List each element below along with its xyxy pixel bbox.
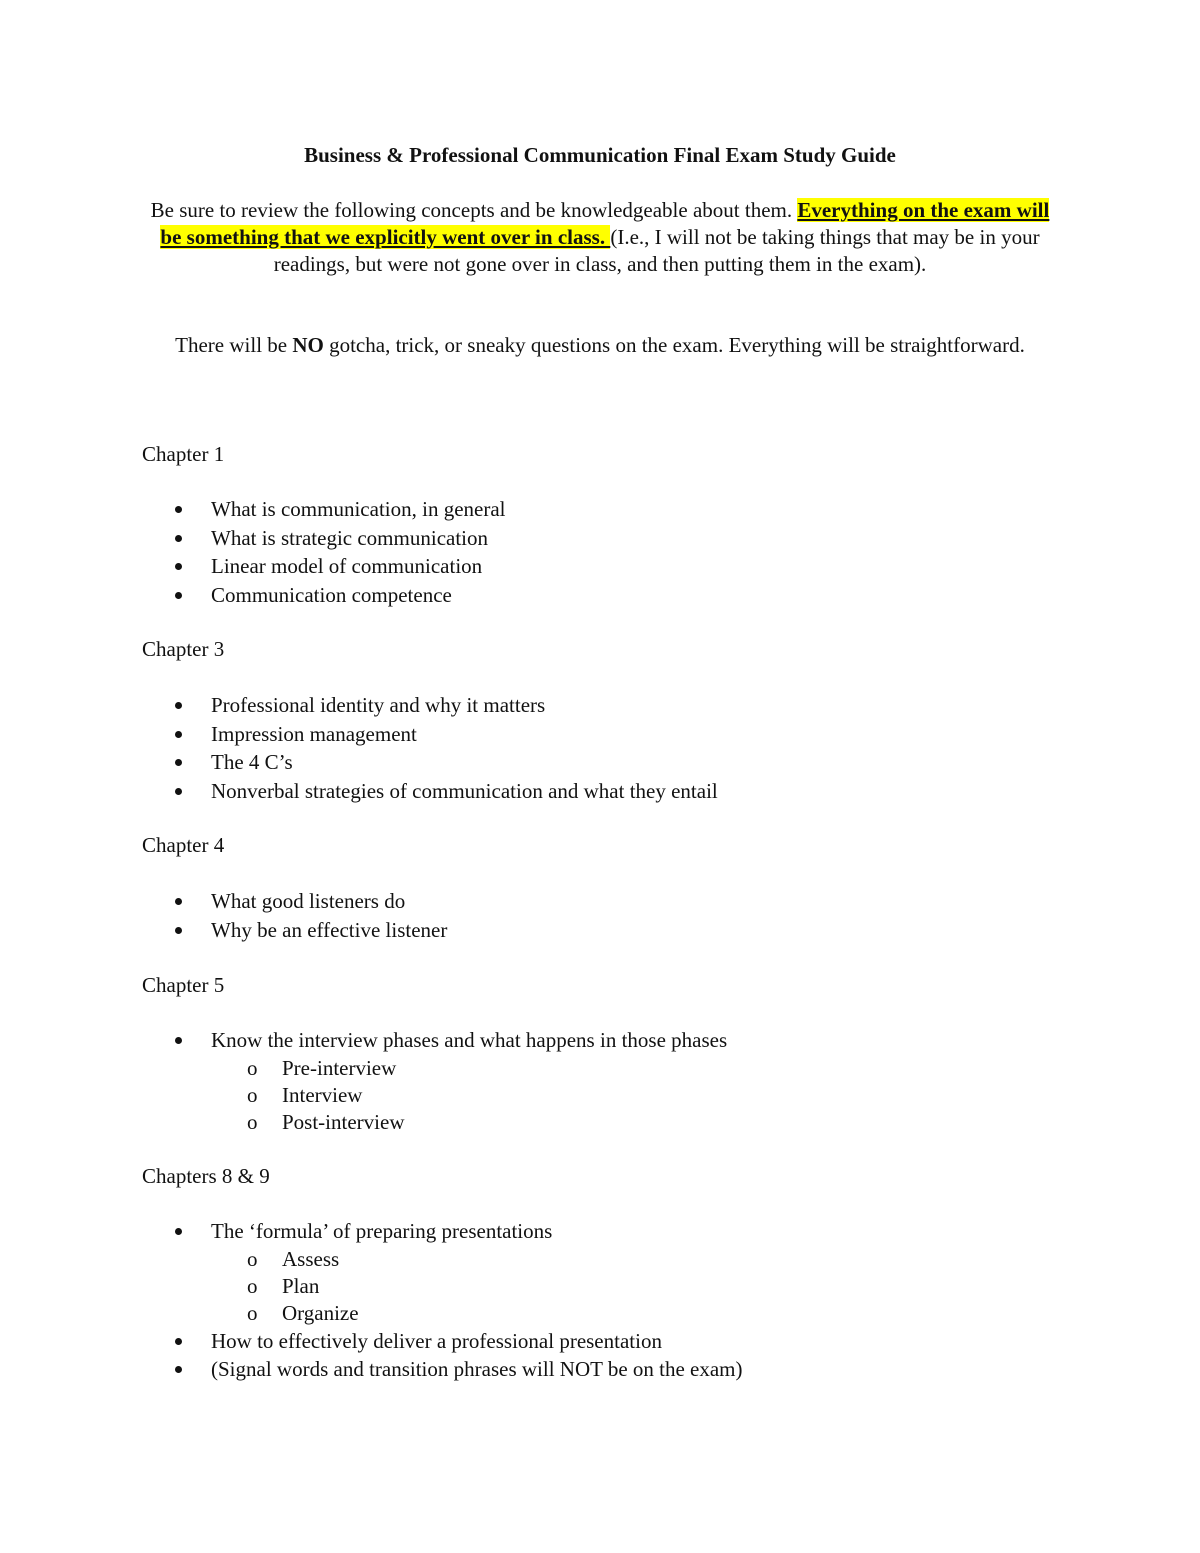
bullet-icon — [175, 535, 182, 542]
list-item: The ‘formula’ of preparing presentations — [0, 1217, 743, 1246]
section-heading-chapter-4: Chapter 4 — [142, 833, 225, 857]
hollow-bullet-icon: o — [247, 1082, 258, 1107]
bullet-icon — [175, 1366, 182, 1373]
section-heading-chapters-8-9: Chapters 8 & 9 — [142, 1164, 270, 1188]
bullet-icon — [175, 1037, 182, 1044]
list-item: Nonverbal strategies of communication and what they entail — [0, 777, 718, 806]
intro-highlight: Everything on the exam will be something that we explicitly went over in class. — [160, 198, 1050, 249]
section-list-chapters-8-9 — [0, 1217, 743, 1384]
intro-lead: Be sure to review the following concepts and be knowledgeable about them. — [150, 198, 798, 222]
note-paragraph — [140, 332, 1060, 359]
list-item: What good listeners do — [0, 887, 447, 916]
section-list-chapter-1 — [0, 495, 506, 609]
list-item: (Signal words and transition phrases will NOT be on the exam) — [0, 1355, 743, 1384]
list-item: Why be an effective listener — [0, 916, 447, 945]
bullet-icon — [175, 759, 182, 766]
list-item: Impression management — [0, 720, 718, 749]
section-heading-chapter-5: Chapter 5 — [142, 973, 225, 997]
section-heading-chapter-1: Chapter 1 — [142, 442, 225, 466]
list-item: The 4 C’s — [0, 748, 718, 777]
bullet-icon — [175, 506, 182, 513]
hollow-bullet-icon: o — [247, 1273, 258, 1298]
bullet-icon — [175, 702, 182, 709]
sub-list-item: o Plan — [247, 1273, 320, 1298]
bullet-icon — [175, 788, 182, 795]
note-post: gotcha, trick, or sneaky questions on the exam. Everything will be straightforward. — [323, 333, 1025, 357]
bullet-icon — [175, 563, 182, 570]
hollow-bullet-icon: o — [247, 1109, 258, 1134]
hollow-bullet-icon: o — [247, 1246, 258, 1271]
intro-paragraph — [140, 197, 1060, 278]
bullet-icon — [175, 898, 182, 905]
note-pre: There will be — [175, 333, 293, 357]
sub-list-item: o Assess — [247, 1246, 340, 1271]
list-item: How to effectively deliver a professional presentation — [0, 1327, 743, 1356]
bullet-icon — [175, 1228, 182, 1235]
section-list-chapter-4 — [0, 887, 447, 944]
sub-list-item: o Pre-interview — [247, 1055, 397, 1080]
hollow-bullet-icon: o — [247, 1300, 258, 1325]
intro-tail: (I.e., I will not be taking things that may be in your readings, but were not gone over in class, and then putting them in the exam). — [273, 225, 1040, 276]
sub-list-item: o Post-interview — [247, 1109, 405, 1134]
list-item: What is communication, in general — [0, 495, 506, 524]
bullet-icon — [175, 731, 182, 738]
bullet-icon — [175, 592, 182, 599]
hollow-bullet-icon: o — [247, 1055, 258, 1080]
note-emphasis: NO — [292, 333, 324, 357]
bullet-icon — [175, 927, 182, 934]
sub-list-item: o Organize — [247, 1300, 359, 1325]
list-item: Communication competence — [0, 581, 506, 610]
list-item: Linear model of communication — [0, 552, 506, 581]
sub-list-item: o Interview — [247, 1082, 363, 1107]
list-item: What is strategic communication — [0, 524, 506, 553]
section-heading-chapter-3: Chapter 3 — [142, 637, 225, 661]
section-list-chapter-5 — [0, 1026, 727, 1136]
list-item: Professional identity and why it matters — [0, 691, 718, 720]
section-list-chapter-3 — [0, 691, 718, 805]
list-item: Know the interview phases and what happens in those phases — [0, 1026, 727, 1055]
bullet-icon — [175, 1338, 182, 1345]
document-title: Business & Professional Communication Final Exam Study Guide — [304, 143, 896, 167]
